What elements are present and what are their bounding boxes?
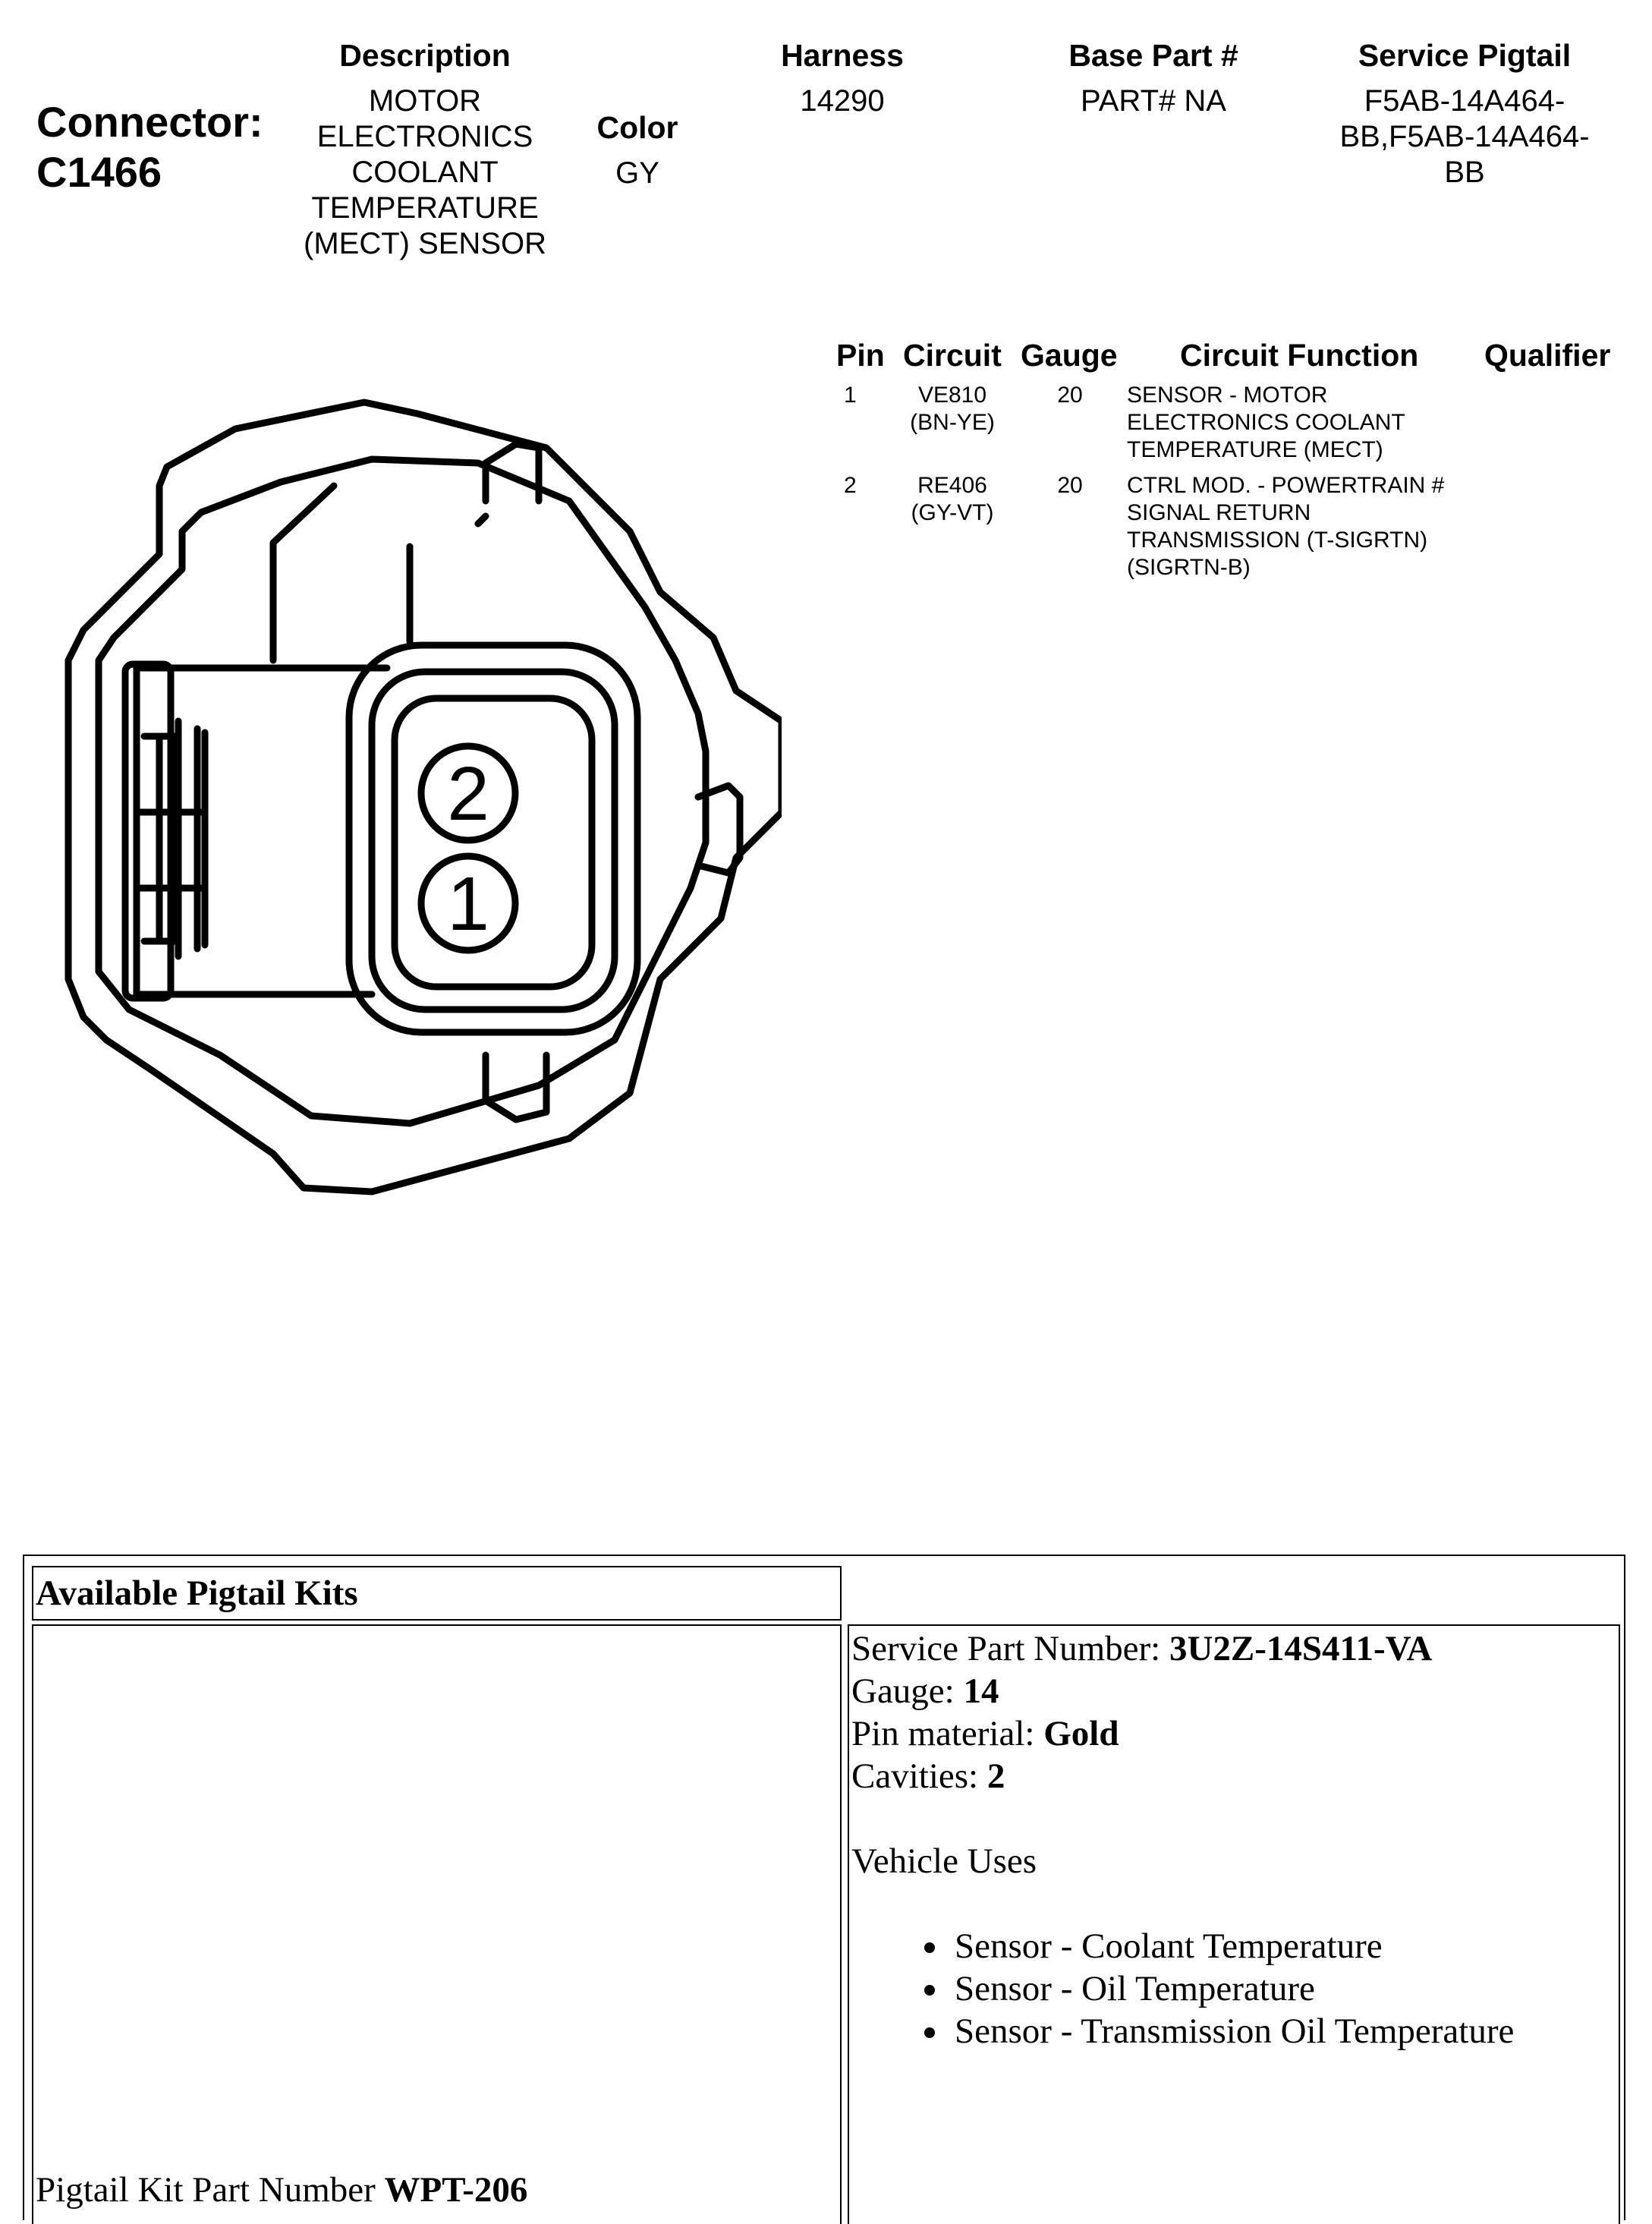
list-item: • Sensor - Coolant Temperature [950, 1925, 1619, 1967]
gauge-line: Gauge: 14 [851, 1671, 999, 1711]
connector-id: C1466 [36, 148, 162, 196]
pigtail-kit-number-line: Pigtail Kit Part Number WPT-206 [36, 2170, 528, 2210]
description-value: MOTOR ELECTRONICS COOLANT TEMPERATURE (MECT) SENSOR [304, 84, 546, 260]
base-part-header: Base Part # [1068, 38, 1238, 73]
pin-gauge: 20 [1057, 473, 1083, 498]
pigtail-kit-cell [32, 1624, 842, 2224]
connector-label: Connector: [36, 98, 263, 146]
pin-function: SENSOR - MOTOR ELECTRONICS COOLANT TEMPERATURE (MECT) [1127, 383, 1405, 462]
harness-value: 14290 [800, 84, 885, 118]
service-pigtail-value: F5AB-14A464- BB,F5AB-14A464- BB [1339, 84, 1590, 189]
service-pigtail-header: Service Pigtail [1358, 38, 1572, 73]
service-part-number: Service Part Number: 3U2Z-14S411-VA [851, 1629, 1433, 1668]
pin-circuit: RE406 (GY-VT) [911, 473, 994, 525]
base-part-value: PART# NA [1081, 84, 1226, 118]
pin-col-header: Pin [836, 338, 885, 373]
pin-number: 1 [844, 383, 857, 408]
connector-face-diagram [53, 372, 782, 1404]
pigtail-details-cell [848, 1624, 1620, 2224]
pin-number: 2 [844, 473, 857, 498]
harness-header: Harness [781, 38, 904, 73]
vehicle-uses-label: Vehicle Uses [851, 1841, 1037, 1881]
cavities-line: Cavities: 2 [851, 1756, 1005, 1796]
description-header: Description [339, 38, 511, 73]
gauge-col-header: Gauge [1021, 338, 1118, 373]
qualifier-col-header: Qualifier [1484, 338, 1611, 373]
function-col-header: Circuit Function [1180, 338, 1419, 373]
connector-title [36, 97, 263, 197]
pin-circuit: VE810 (BN-YE) [910, 383, 995, 435]
pigtail-title-cell [32, 1566, 842, 1621]
pin-material-line: Pin material: Gold [851, 1714, 1119, 1753]
pigtail-title: Available Pigtail Kits [36, 1573, 358, 1613]
list-item: • Sensor - Transmission Oil Temperature [950, 2010, 1619, 2052]
circuit-col-header: Circuit [903, 338, 1002, 373]
cavity-insert [372, 672, 615, 1010]
latch-body [125, 664, 171, 998]
list-item: • Sensor - Oil Temperature [950, 1967, 1619, 2010]
pin-function: CTRL MOD. - POWERTRAIN # SIGNAL RETURN TRANSMISSION (T-SIGRTN) (SIGRTN-B) [1127, 473, 1445, 580]
color-value: GY [615, 156, 659, 190]
pin-gauge: 20 [1057, 383, 1083, 408]
vehicle-uses-list [851, 1925, 1619, 2052]
pin-2-label: 2 [447, 751, 489, 836]
color-header: Color [596, 110, 678, 145]
housing-divider [273, 486, 410, 660]
pin-1-label: 1 [447, 862, 489, 947]
